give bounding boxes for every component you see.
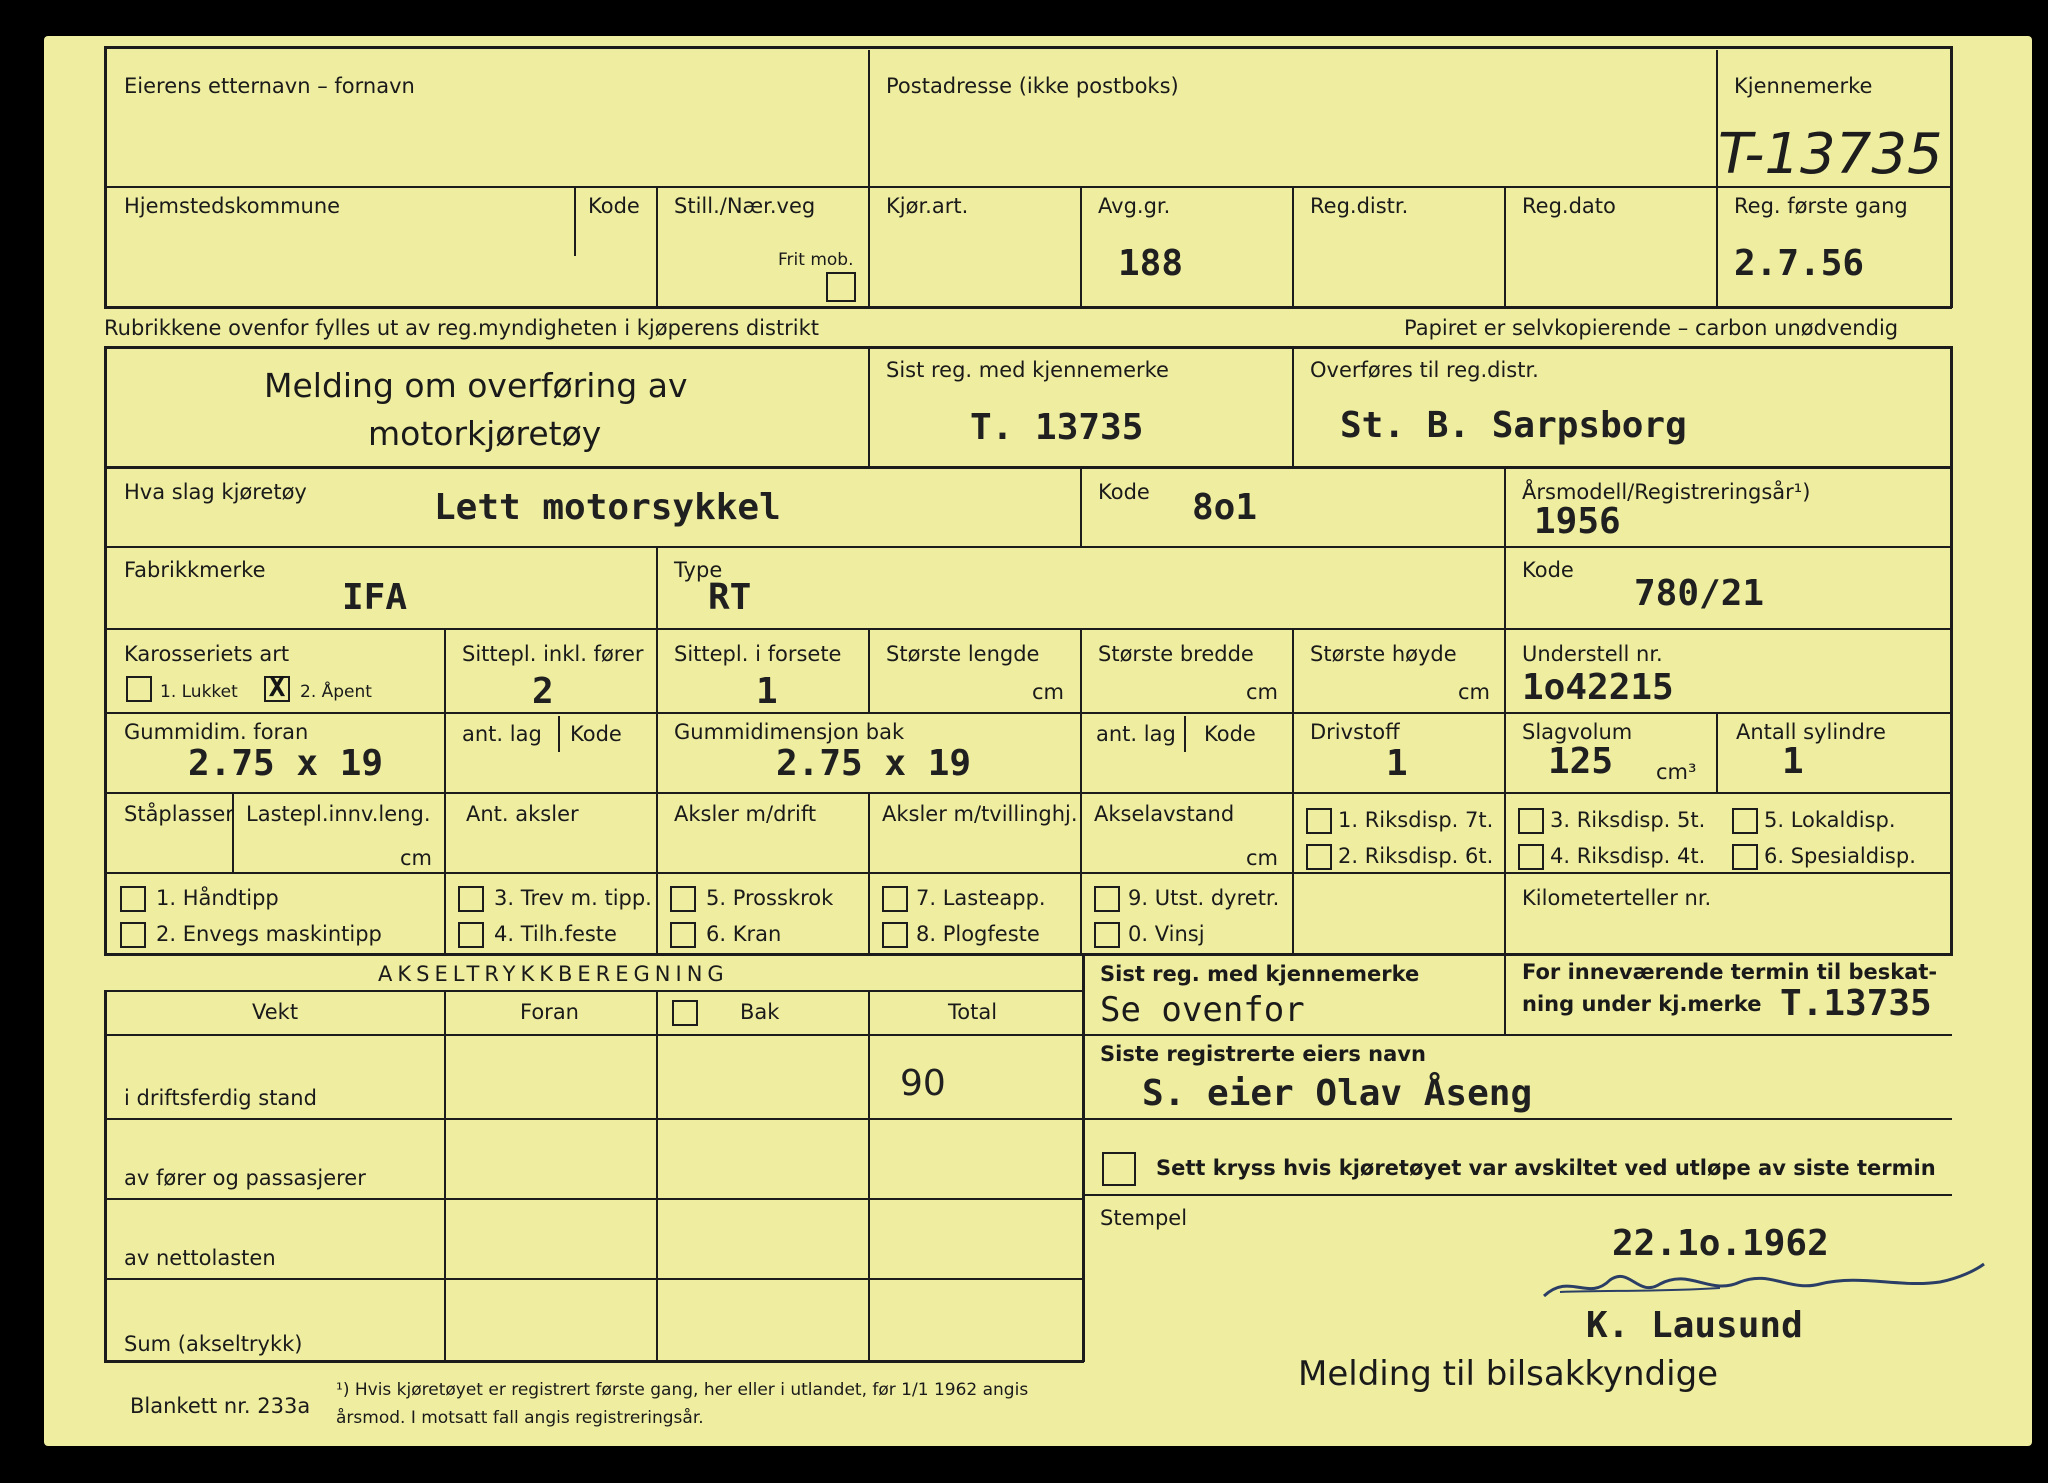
- frit-mob-label: Frit mob.: [778, 250, 854, 270]
- fuel-label: Drivstoff: [1310, 720, 1400, 744]
- front-tire-value: 2.75 x 19: [188, 743, 384, 784]
- max-height-unit: cm: [1458, 680, 1491, 704]
- front-plies-label: ant. lag: [462, 722, 542, 746]
- transfer-district-label: Overføres til reg.distr.: [1310, 358, 1539, 382]
- standing-places-label: Ståplasser: [124, 802, 234, 826]
- max-width-label: Største bredde: [1098, 642, 1254, 666]
- rear-column-checkbox[interactable]: [672, 1000, 698, 1026]
- make-value: IFA: [342, 577, 408, 618]
- body-open-check-mark: X: [268, 670, 286, 703]
- axle-load-title: AKSELTRYKKBEREGNING: [378, 962, 729, 986]
- wheelbase-label: Akselavstand: [1094, 802, 1235, 826]
- form-title-line2: motorkjøretøy: [368, 414, 602, 453]
- rubrikk-note: Rubrikkene ovenfor fylles ut av reg.myndigheten i kjøperens distrikt: [104, 316, 820, 340]
- body-open-checkbox[interactable]: [264, 670, 290, 703]
- prosskrok-checkbox[interactable]: [670, 886, 696, 912]
- last-owner-value: S. eier Olav Åseng: [1142, 1073, 1533, 1114]
- riksdisp-6t-checkbox[interactable]: [1306, 844, 1332, 870]
- utst-dyretr-checkbox[interactable]: [1094, 886, 1120, 912]
- last-reg-mark-value: T. 13735: [970, 407, 1144, 448]
- last-owner-label: Siste registrerte eiers navn: [1100, 1042, 1426, 1066]
- riksdisp-7t-checkbox[interactable]: [1306, 808, 1332, 834]
- vehicle-kind-code-value: 8o1: [1192, 487, 1258, 528]
- tax-term-label-line2: ning under kj.merke: [1522, 992, 1762, 1016]
- riksdisp-4t-checkbox[interactable]: [1518, 844, 1544, 870]
- front-tire-label: Gummidim. foran: [124, 720, 309, 744]
- trev-tipp-label: 3. Trev m. tipp.: [494, 886, 652, 910]
- max-length-label: Største lengde: [886, 642, 1040, 666]
- vehicle-kind-value: Lett motorsykkel: [434, 487, 781, 528]
- footnote-line1: ¹) Hvis kjøretøyet er registrert første gang, her eller i utlandet, før 1/1 1962 angis: [336, 1380, 1029, 1400]
- vinsj-label: 0. Vinsj: [1128, 922, 1205, 946]
- cylinders-label: Antall sylindre: [1736, 720, 1886, 744]
- odometer-label: Kilometerteller nr.: [1522, 886, 1712, 910]
- form-title-line1: Melding om overføring av: [264, 366, 688, 405]
- net-load-row-label: av nettolasten: [124, 1246, 276, 1270]
- kran-checkbox[interactable]: [670, 922, 696, 948]
- spesialdisp-label: 6. Spesialdisp.: [1764, 844, 1916, 868]
- weight-column-header: Vekt: [252, 1000, 299, 1024]
- footnote-line2: årsmod. I motsatt fall angis registreringsår.: [336, 1408, 704, 1428]
- deregistered-label: Sett kryss hvis kjøretøyet var avskiltet ved utløpe av siste termin: [1156, 1156, 1936, 1180]
- type-value: RT: [708, 577, 752, 618]
- body-closed-checkbox[interactable]: [126, 676, 152, 702]
- carbon-note: Papiret er selvkopierende – carbon unødvendig: [1404, 316, 1899, 340]
- stamp-label: Stempel: [1100, 1206, 1188, 1230]
- notice-to-inspector: Melding til bilsakkyndige: [1298, 1354, 1719, 1394]
- type-code-value: 780/21: [1634, 573, 1765, 614]
- rear-plies-label: ant. lag: [1096, 722, 1176, 746]
- handtipp-label: 1. Håndtipp: [156, 886, 279, 910]
- stamp-date: 22.1o.1962: [1612, 1223, 1829, 1264]
- operating-condition-row-label: i driftsferdig stand: [124, 1086, 317, 1110]
- lokaldisp-label: 5. Lokaldisp.: [1764, 808, 1896, 832]
- code-label: Kode: [588, 194, 640, 218]
- transfer-district-value: St. B. Sarpsborg: [1340, 405, 1687, 446]
- rear-tire-code-label: Kode: [1204, 722, 1256, 746]
- registration-mark-label: Kjennemerke: [1734, 74, 1873, 98]
- fuel-value: 1: [1386, 743, 1408, 784]
- trev-tipp-checkbox[interactable]: [458, 886, 484, 912]
- tax-term-value: T.13735: [1780, 983, 1932, 1024]
- make-label: Fabrikkmerke: [124, 558, 266, 582]
- riksdisp-5t-checkbox[interactable]: [1518, 808, 1544, 834]
- reg-district-label: Reg.distr.: [1310, 194, 1409, 218]
- displacement-unit: cm³: [1656, 760, 1697, 784]
- kran-label: 6. Kran: [706, 922, 782, 946]
- riksdisp-6t-label: 2. Riksdisp. 6t.: [1338, 844, 1494, 868]
- prosskrok-label: 5. Prosskrok: [706, 886, 834, 910]
- vehicle-kind-label: Hva slag kjøretøy: [124, 480, 307, 504]
- rear-column-header: Bak: [740, 1000, 780, 1024]
- wheelbase-unit: cm: [1246, 846, 1279, 870]
- fee-group-value: 188: [1118, 243, 1184, 284]
- cargo-length-unit: cm: [400, 846, 433, 870]
- vinsj-checkbox[interactable]: [1094, 922, 1120, 948]
- front-seats-label: Sittepl. i forsete: [674, 642, 842, 666]
- body-type-label: Karosseriets art: [124, 642, 290, 666]
- lokaldisp-checkbox[interactable]: [1732, 808, 1758, 834]
- utst-dyretr-label: 9. Utst. dyretr.: [1128, 886, 1280, 910]
- first-registration-value: 2.7.56: [1734, 243, 1865, 284]
- signature-scribble: [1540, 1262, 1990, 1306]
- plogfeste-checkbox[interactable]: [882, 922, 908, 948]
- tax-term-label-line1: For inneværende termin til beskat-: [1522, 960, 1938, 984]
- tilh-feste-checkbox[interactable]: [458, 922, 484, 948]
- frit-mob-checkbox[interactable]: [826, 272, 856, 302]
- cargo-length-label: Lastepl.innv.leng.: [246, 802, 431, 826]
- envegs-maskintipp-label: 2. Envegs maskintipp: [156, 922, 382, 946]
- reg-date-label: Reg.dato: [1522, 194, 1616, 218]
- displacement-label: Slagvolum: [1522, 720, 1633, 744]
- axle-count-label: Ant. aksler: [466, 802, 579, 826]
- home-municipality-label: Hjemstedskommune: [124, 194, 341, 218]
- driving-type-label: Kjør.art.: [886, 194, 969, 218]
- axle-load-sum-label: Sum (akseltrykk): [124, 1332, 303, 1356]
- max-height-label: Største høyde: [1310, 642, 1457, 666]
- lasteapp-checkbox[interactable]: [882, 886, 908, 912]
- riksdisp-4t-label: 4. Riksdisp. 4t.: [1550, 844, 1706, 868]
- type-code-label: Kode: [1522, 558, 1574, 582]
- type-label: Type: [674, 558, 723, 582]
- front-seats-value: 1: [756, 671, 778, 712]
- form-number: Blankett nr. 233a: [130, 1394, 311, 1418]
- chassis-number-value: 1o42215: [1522, 667, 1674, 708]
- front-tire-code-label: Kode: [570, 722, 622, 746]
- signer-name: K. Lausund: [1586, 1305, 1803, 1346]
- max-length-unit: cm: [1032, 680, 1065, 704]
- riksdisp-5t-label: 3. Riksdisp. 5t.: [1550, 808, 1706, 832]
- still-naer-veg-label: Still./Nær.veg: [674, 194, 816, 218]
- lasteapp-label: 7. Lasteapp.: [916, 886, 1046, 910]
- rear-tire-value: 2.75 x 19: [776, 743, 972, 784]
- last-reg-mark-value-2: Se ovenfor: [1100, 990, 1305, 1030]
- model-year-value: 1956: [1534, 501, 1621, 542]
- last-reg-mark-label-2: Sist reg. med kjennemerke: [1100, 962, 1420, 986]
- total-column-header: Total: [948, 1000, 998, 1024]
- seats-incl-driver-label: Sittepl. inkl. fører: [462, 642, 644, 666]
- owner-name-label: Eierens etternavn – fornavn: [124, 74, 415, 98]
- seats-incl-driver-value: 2: [532, 671, 554, 712]
- spesialdisp-checkbox[interactable]: [1732, 844, 1758, 870]
- chassis-number-label: Understell nr.: [1522, 642, 1663, 666]
- max-width-unit: cm: [1246, 680, 1279, 704]
- envegs-maskintipp-checkbox[interactable]: [120, 922, 146, 948]
- riksdisp-7t-label: 1. Riksdisp. 7t.: [1338, 808, 1494, 832]
- driver-passenger-row-label: av fører og passasjerer: [124, 1166, 366, 1190]
- handtipp-checkbox[interactable]: [120, 886, 146, 912]
- first-registration-label: Reg. første gang: [1734, 194, 1908, 218]
- front-column-header: Foran: [520, 1000, 579, 1024]
- vehicle-kind-code-label: Kode: [1098, 480, 1150, 504]
- plogfeste-label: 8. Plogfeste: [916, 922, 1040, 946]
- postal-address-label: Postadresse (ikke postboks): [886, 74, 1179, 98]
- body-open-label: 2. Åpent: [300, 682, 372, 702]
- last-reg-mark-label: Sist reg. med kjennemerke: [886, 358, 1169, 382]
- driven-axles-label: Aksler m/drift: [674, 802, 817, 826]
- fee-group-label: Avg.gr.: [1098, 194, 1171, 218]
- registration-mark-handwritten: T-13735: [1718, 122, 1943, 187]
- twin-wheel-axles-label: Aksler m/tvillinghj.: [882, 802, 1078, 826]
- displacement-value: 125: [1548, 741, 1614, 782]
- model-year-label: Årsmodell/Registreringsår¹): [1522, 480, 1811, 504]
- body-closed-label: 1. Lukket: [160, 682, 238, 702]
- tilh-feste-label: 4. Tilh.feste: [494, 922, 617, 946]
- operating-condition-total: 90: [900, 1063, 946, 1104]
- rear-tire-label: Gummidimensjon bak: [674, 720, 905, 744]
- deregistered-checkbox[interactable]: [1102, 1152, 1136, 1186]
- cylinders-value: 1: [1782, 741, 1804, 782]
